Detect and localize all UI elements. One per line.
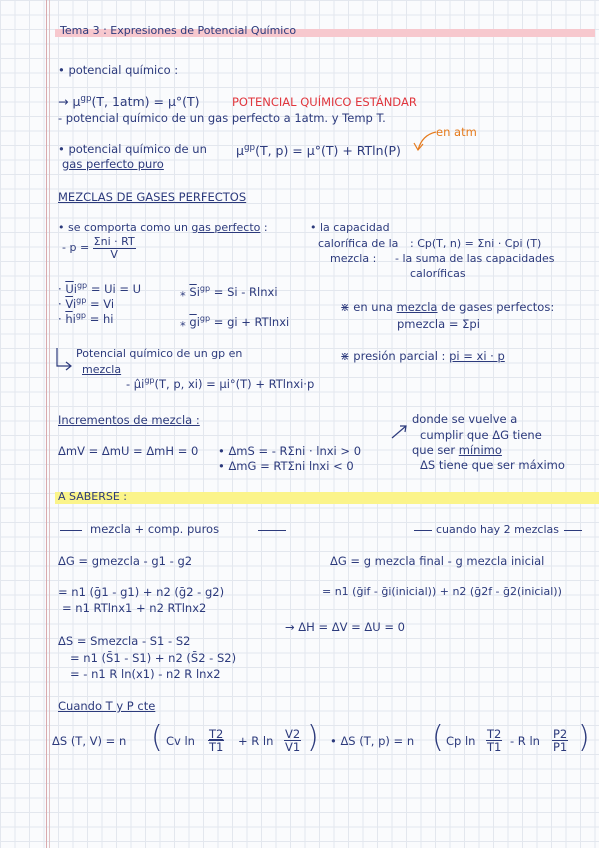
capacidad-note-2: caloríficas bbox=[410, 267, 466, 280]
h-eq-text: = hi bbox=[89, 312, 114, 326]
dsv-V1: V1 bbox=[285, 740, 301, 755]
dsv-b: Cv ln bbox=[166, 734, 195, 748]
bullet-gas-puro: • potencial químico de un bbox=[58, 142, 207, 156]
asaberse-heading: A SABERSE : bbox=[58, 490, 128, 503]
presion-b: pi = xi · p bbox=[449, 349, 505, 363]
dsv-V2: V2 bbox=[285, 727, 301, 741]
dsp-paren-l: ( bbox=[432, 720, 444, 755]
gp-sup-2: gp bbox=[243, 142, 256, 153]
p-eq-left: - p = bbox=[62, 241, 90, 255]
right-title-rule-r bbox=[564, 530, 582, 531]
standard-label: POTENCIAL QUÍMICO ESTÁNDAR bbox=[232, 95, 417, 109]
ds-1: ΔS = Smezcla - S1 - S2 bbox=[58, 634, 191, 648]
dsv-T-frac bbox=[208, 728, 224, 753]
eq-gas-puro-a: μ bbox=[236, 143, 244, 158]
dh-eq: → ΔH = ΔV = ΔU = 0 bbox=[285, 620, 405, 634]
dsv-a: ΔS (T, V) = n bbox=[52, 734, 127, 748]
dsp-P1: P1 bbox=[553, 740, 568, 755]
dg-right-2: = n1 (ḡif - ḡi(inicial)) + n2 (ḡ2f - ḡ2(inicial)) bbox=[322, 585, 562, 598]
pot-quimico-2: mezcla bbox=[82, 363, 122, 376]
dsp-P2: P2 bbox=[553, 727, 568, 741]
h-eq: · $\overline{h}i^{gp}$ = hi bbox=[58, 311, 114, 326]
incrementos-heading: Incrementos de mezcla : bbox=[58, 413, 200, 427]
standard-desc: - potencial químico de un gas perfecto a 1atm. y Temp T. bbox=[58, 111, 386, 125]
dsp-P-frac bbox=[552, 728, 568, 753]
left-title-rule-r bbox=[258, 530, 286, 531]
dsv-V bbox=[284, 728, 301, 753]
presion-a: ⋇ presión parcial : bbox=[340, 349, 446, 363]
comporta-b: gas perfecto bbox=[191, 221, 261, 234]
inc-eq-2: • ΔmS = - RΣni · lnxi > 0 bbox=[218, 444, 362, 458]
bullet-potencial: • potencial químico : bbox=[58, 63, 179, 77]
dsv-T1: T1 bbox=[209, 740, 224, 755]
dsv-V-frac bbox=[284, 728, 301, 753]
eq-standard-a: → μ bbox=[58, 94, 81, 109]
dsp-T-frac bbox=[486, 728, 502, 753]
pot-eq-a: - μ̂i bbox=[126, 377, 145, 391]
u-eq: · $\overline{U}i^{gp} = Ui = U$ bbox=[58, 281, 142, 296]
p-num: Σni · RT bbox=[93, 235, 135, 248]
annotation-en-atm: en atm bbox=[436, 125, 477, 139]
inc-eq-1: ΔmV = ΔmU = ΔmH = 0 bbox=[58, 444, 199, 458]
p-den: V bbox=[110, 247, 118, 261]
dsp-b: Cp ln bbox=[446, 734, 476, 748]
s-eq-text: = Si - Rlnxi bbox=[213, 285, 278, 299]
eq-gas-puro-b: (T, p) = μ°(T) + RTln(P) bbox=[255, 143, 401, 158]
mezcla-note-c: de gases perfectos: bbox=[441, 300, 555, 314]
gp-sup-3: gp bbox=[144, 376, 155, 386]
dsv-paren-r: ) bbox=[307, 720, 319, 755]
inc-note-3a: que ser bbox=[412, 443, 456, 457]
left-title: mezcla + comp. puros bbox=[90, 522, 220, 536]
gp-sup: gp bbox=[80, 93, 92, 104]
dg-left-2: = n1 (ḡ1 - g1) + n2 (ḡ2 - g2) bbox=[58, 585, 225, 599]
dsp-P bbox=[552, 728, 568, 753]
pot-quimico-1: Potencial químico de un gp en bbox=[76, 347, 243, 360]
inc-note-2: cumplir que ΔG tiene bbox=[420, 428, 542, 442]
inc-eq-3: • ΔmG = RTΣni lnxi < 0 bbox=[218, 459, 354, 473]
dsp-T bbox=[486, 728, 502, 753]
v-eq: · $\overline{V}i^{gp} = Vi$ bbox=[58, 296, 115, 311]
dsv-paren-l: ( bbox=[151, 720, 163, 755]
mezcla-note-a: ⋇ en una bbox=[340, 300, 393, 314]
dsv-c: + R ln bbox=[238, 734, 274, 748]
dsp-a: • ΔS (T, p) = n bbox=[330, 734, 415, 748]
dg-left: ΔG = gmezcla - g1 - g2 bbox=[58, 554, 193, 568]
dg-left-3: = n1 RTlnx1 + n2 RTlnx2 bbox=[62, 601, 207, 615]
inc-note-1: donde se vuelve a bbox=[412, 412, 518, 426]
pmezcla-eq: pmezcla = Σpi bbox=[397, 317, 480, 331]
dsp-paren-r: ) bbox=[578, 720, 590, 755]
capacidad-note-1: - la suma de las capacidades bbox=[395, 252, 555, 265]
dsp-T1: T1 bbox=[487, 740, 502, 755]
capacidad-2: calorífica de la bbox=[318, 237, 399, 250]
eq-standard-b: (T, 1atm) = μ°(T) bbox=[91, 94, 200, 109]
mezclas-heading: MEZCLAS DE GASES PERFECTOS bbox=[58, 190, 247, 204]
dsp-c: - R ln bbox=[510, 734, 540, 748]
left-title-rule-l bbox=[60, 530, 82, 531]
inc-note-3b: mínimo bbox=[458, 443, 502, 457]
dsv-T bbox=[208, 728, 224, 753]
dsv-T2: T2 bbox=[209, 727, 224, 741]
gas-perfecto-puro: gas perfecto puro bbox=[62, 157, 164, 171]
dg-right: ΔG = g mezcla final - g mezcla inicial bbox=[330, 554, 545, 568]
cuando-heading: Cuando T y P cte bbox=[58, 699, 156, 713]
comporta-c: : bbox=[263, 221, 268, 234]
capacidad-3: mezcla : bbox=[330, 252, 377, 265]
capacidad-1: • la capacidad bbox=[310, 221, 390, 234]
inc-note-4: ΔS tiene que ser máximo bbox=[420, 458, 565, 472]
right-title: cuando hay 2 mezclas bbox=[436, 523, 559, 536]
ds-3: = - n1 R ln(x1) - n2 R lnx2 bbox=[70, 667, 221, 681]
s-eq: ⁎ $\overline{S}i^{gp} = Si$ - Rlnxi bbox=[180, 284, 278, 299]
g-eq-text: = gi + RTlnxi bbox=[213, 315, 290, 329]
v-eq-text: = Vi bbox=[90, 297, 115, 311]
comporta-a: • se comporta como un bbox=[58, 221, 188, 234]
capacidad-eq: : Cp(T, n) = Σni · Cpi (T) bbox=[410, 237, 542, 250]
pot-eq-b: (T, p, xi) = μi°(T) + RTlnxi·p bbox=[154, 377, 315, 391]
mezcla-note-b: mezcla bbox=[396, 300, 438, 314]
right-title-rule-l bbox=[414, 530, 432, 531]
u-eq-text: = Ui = U bbox=[90, 282, 142, 296]
ds-2: = n1 (S̄1 - S1) + n2 (S̄2 - S2) bbox=[70, 651, 237, 665]
dsp-T2: T2 bbox=[487, 727, 502, 741]
page-title: Tema 3 : Expresiones de Potencial Químico bbox=[60, 24, 297, 37]
g-eq: ⁎ $\overline{g}i^{gp}$ = gi + RTlnxi bbox=[180, 314, 290, 329]
asaberse-highlight bbox=[55, 492, 599, 504]
